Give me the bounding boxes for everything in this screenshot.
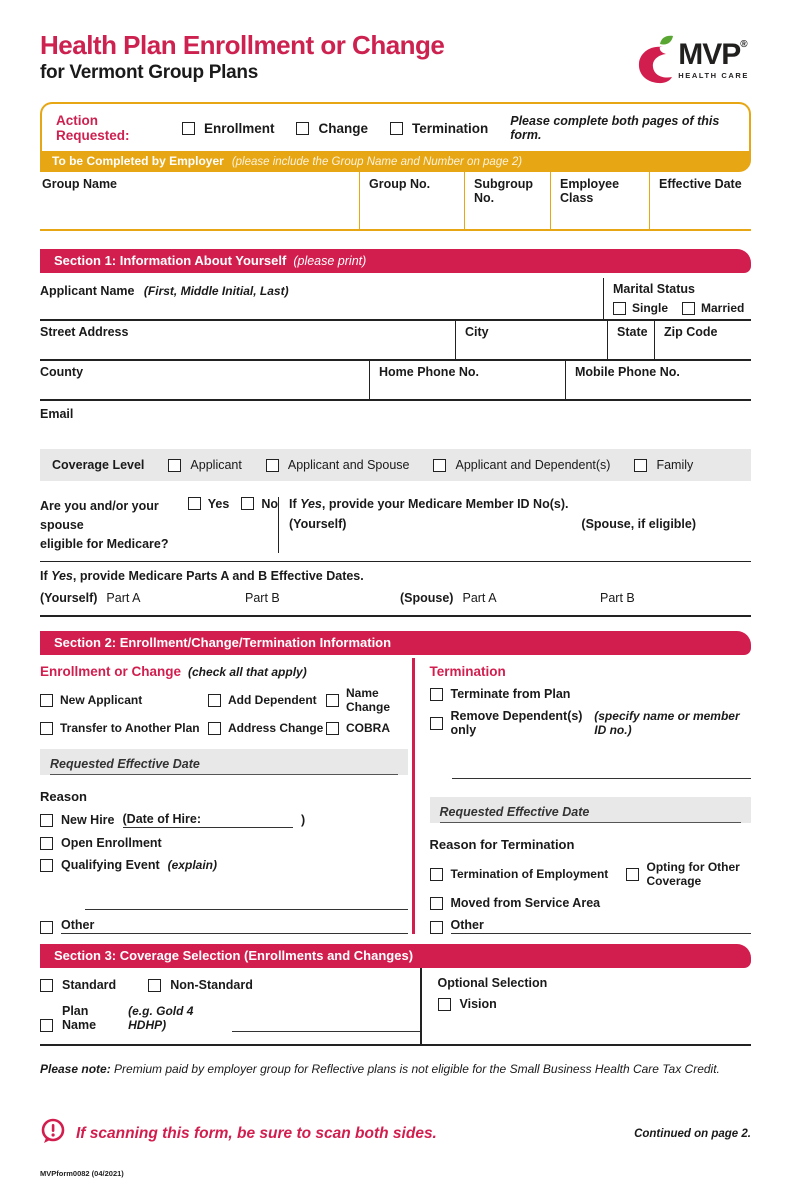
continued-note: Continued on page 2. [634, 1127, 751, 1140]
spouse-part-b-field[interactable]: Part B [600, 591, 635, 606]
county-field[interactable]: County [40, 365, 84, 379]
employer-section-bar: To be Completed by Employer (please include the Group Name and Number on page 2) [40, 151, 751, 172]
please-note: Please note: Premium paid by employer group for Reflective plans is not eligible for the Small Business Health Care Tax Credit. [40, 1062, 720, 1077]
action-requested-label: Action Requested: [56, 113, 130, 143]
medicare-parts-label: If Yes, provide Medicare Parts A and B Effective Dates. [40, 569, 364, 584]
medicare-question-row [40, 491, 751, 562]
optional-selection-title: Optional Selection [437, 976, 548, 991]
section2-columns [40, 658, 751, 934]
applicant-name-row [40, 278, 751, 321]
title-block [40, 30, 444, 84]
parts-spouse-label: (Spouse) [400, 591, 454, 606]
opting-other-coverage-option: Opting for Other Coverage [626, 860, 752, 888]
applicant-name-field[interactable]: Applicant Name (First, Middle Initial, Last) [40, 284, 289, 298]
qualifying-event-checkbox[interactable] [40, 859, 53, 872]
single-checkbox[interactable] [613, 302, 626, 315]
form-page [40, 30, 751, 1178]
new-applicant-option: New Applicant [40, 686, 208, 714]
reason-for-termination-title: Reason for Termination [429, 837, 575, 853]
medicare-parts-row [40, 562, 751, 617]
medicare-yes-checkbox[interactable] [188, 497, 201, 510]
opting-other-coverage-checkbox[interactable] [626, 868, 639, 881]
plan-name-checkbox[interactable] [40, 1019, 53, 1032]
zip-code-field[interactable]: Zip Code [654, 321, 751, 359]
coverage-level-box [40, 449, 751, 481]
complete-both-pages-note: Please complete both pages of this form. [510, 114, 720, 142]
yourself-part-a-field[interactable]: Part A [106, 591, 141, 606]
page-subtitle: for Vermont Group Plans [40, 62, 258, 83]
marital-married-option: Married [682, 301, 744, 315]
coverage-applicant-option: Applicant [168, 458, 241, 472]
remove-dependents-checkbox[interactable] [430, 717, 443, 730]
coverage-applicant-dependents-option: Applicant and Dependent(s) [433, 458, 610, 472]
medicare-question-label: Are you and/or your spouse eligible for Medicare? [40, 499, 169, 551]
state-field[interactable]: State [607, 321, 654, 359]
marital-single-option: Single [613, 301, 668, 315]
medicare-no-option: No [241, 497, 278, 553]
address-row [40, 321, 751, 361]
address-change-checkbox[interactable] [208, 722, 221, 735]
qualifying-explain-field[interactable] [85, 894, 408, 910]
cobra-checkbox[interactable] [326, 722, 339, 735]
transfer-plan-option: Transfer to Another Plan [40, 721, 208, 735]
date-of-hire-field[interactable]: (Date of Hire: [123, 812, 293, 828]
group-name-field[interactable]: Group Name [42, 177, 118, 191]
action-option-enrollment: Enrollment [182, 121, 275, 136]
enrollment-checkbox[interactable] [182, 122, 195, 135]
terminate-from-plan-option: Terminate from Plan [430, 687, 752, 701]
address-change-option: Address Change [208, 721, 326, 735]
requested-effective-date-right[interactable]: Requested Effective Date [430, 797, 752, 823]
county-phone-row [40, 361, 751, 401]
add-dependent-option: Add Dependent [208, 686, 326, 714]
page-title: Health Plan Enrollment or Change [40, 30, 445, 60]
scan-alert-icon [40, 1118, 66, 1149]
cobra-option: COBRA [326, 721, 408, 735]
mvp-apple-icon [630, 30, 682, 88]
moved-service-area-option: Moved from Service Area [430, 896, 752, 910]
married-checkbox[interactable] [682, 302, 695, 315]
page-header [40, 30, 751, 88]
action-requested-box [40, 102, 751, 151]
spouse-part-a-field[interactable]: Part A [462, 591, 497, 606]
email-field[interactable]: Email [40, 407, 74, 421]
street-address-field[interactable]: Street Address [40, 325, 129, 339]
new-hire-checkbox[interactable] [40, 814, 53, 827]
medicare-id-label: If Yes, provide your Medicare Member ID No(s). [289, 497, 569, 511]
plan-name-option: Plan Name (e.g. Gold 4 HDHP) [40, 1004, 420, 1032]
new-hire-option: New Hire (Date of Hire: ) [40, 812, 408, 828]
name-change-option: Name Change [326, 686, 408, 714]
transfer-plan-checkbox[interactable] [40, 722, 53, 735]
action-option-change: Change [296, 121, 368, 136]
section2-bar: Section 2: Enrollment/Change/Termination Information [40, 631, 751, 655]
city-field[interactable]: City [455, 321, 607, 359]
section1-bar: Section 1: Information About Yourself (please print) [40, 249, 751, 273]
medicare-id-cell [278, 497, 751, 553]
logo-wordmark: MVP® HEALTH CARE [678, 38, 749, 80]
vision-checkbox[interactable] [438, 998, 451, 1011]
optional-selection-cell [422, 968, 752, 1044]
applicant-and-spouse-checkbox[interactable] [266, 459, 279, 472]
coverage-family-option: Family [634, 458, 693, 472]
applicant-and-dependents-checkbox[interactable] [433, 459, 446, 472]
coverage-level-label: Coverage Level [52, 458, 145, 472]
termination-of-employment-checkbox[interactable] [430, 868, 443, 881]
new-applicant-checkbox[interactable] [40, 694, 53, 707]
other-right-checkbox[interactable] [430, 921, 443, 934]
family-checkbox[interactable] [634, 459, 647, 472]
section3-bar: Section 3: Coverage Selection (Enrollments and Changes) [40, 944, 751, 968]
medicare-id-yourself-field[interactable]: (Yourself) [289, 517, 347, 531]
plan-name-field[interactable] [232, 1018, 420, 1032]
standard-checkbox[interactable] [40, 979, 53, 992]
standard-option: Standard [40, 978, 116, 992]
name-change-checkbox[interactable] [326, 694, 339, 707]
enrollment-change-column: Enrollment or Change (check all that apply) New Applicant Add Dependent Name Change Transfer to Another Plan Address Change COBRA Requested Effective Date Reason New Hire (Date of Hire: ) Open Enrollment Qualifying Event (explain) Other [40, 658, 408, 934]
termination-of-employment-option: Termination of Employment [430, 860, 626, 888]
moved-service-area-checkbox[interactable] [430, 897, 443, 910]
reason-title: Reason [40, 789, 87, 805]
medicare-yes-option: Yes [188, 497, 230, 553]
scan-note-text: If scanning this form, be sure to scan both sides. [76, 1124, 437, 1142]
scan-note-row [40, 1118, 751, 1149]
terminate-from-plan-checkbox[interactable] [430, 688, 443, 701]
coverage-applicant-spouse-option: Applicant and Spouse [266, 458, 410, 472]
subgroup-no-field[interactable]: Subgroup No. [464, 172, 550, 229]
non-standard-checkbox[interactable] [148, 979, 161, 992]
medicare-id-spouse-field[interactable]: (Spouse, if eligible) [581, 517, 697, 531]
plan-selection-cell [40, 968, 420, 1044]
applicant-checkbox[interactable] [168, 459, 181, 472]
registered-mark: ® [740, 39, 747, 50]
marital-status-cell: Marital Status Single Married [603, 278, 751, 319]
parts-yourself-label: (Yourself) [40, 591, 98, 606]
remove-dependents-option: Remove Dependent(s) only (specify name or member ID no.) [430, 709, 752, 737]
section3-body [40, 968, 751, 1046]
open-enrollment-checkbox[interactable] [40, 837, 53, 850]
yourself-part-b-field[interactable]: Part B [245, 591, 280, 606]
effective-date-field[interactable]: Effective Date [649, 172, 751, 229]
add-dependent-checkbox[interactable] [208, 694, 221, 707]
form-code: MVPform0082 (04/2021) [40, 1169, 124, 1178]
enrollment-or-change-title: Enrollment or Change [40, 664, 182, 680]
change-checkbox[interactable] [296, 122, 309, 135]
group-no-field[interactable]: Group No. [359, 172, 464, 229]
requested-effective-date-left[interactable]: Requested Effective Date [40, 749, 408, 775]
termination-title: Termination [429, 664, 506, 680]
non-standard-option: Non-Standard [148, 978, 253, 992]
other-option-left: Other [40, 918, 408, 934]
employer-fields-row [40, 172, 751, 231]
home-phone-field[interactable]: Home Phone No. [369, 361, 565, 399]
remove-dependents-field[interactable] [452, 763, 752, 779]
action-option-termination: Termination [390, 121, 488, 136]
termination-checkbox[interactable] [390, 122, 403, 135]
other-left-checkbox[interactable] [40, 921, 53, 934]
vision-option: Vision [438, 997, 752, 1011]
other-option-right: Other [430, 918, 752, 934]
medicare-no-checkbox[interactable] [241, 497, 254, 510]
mvp-logo [630, 30, 749, 88]
qualifying-event-option: Qualifying Event (explain) [40, 858, 408, 872]
termination-column [415, 658, 752, 934]
open-enrollment-option: Open Enrollment [40, 836, 408, 850]
mobile-phone-field[interactable]: Mobile Phone No. [565, 361, 751, 399]
employee-class-field[interactable]: Employee Class [550, 172, 649, 229]
